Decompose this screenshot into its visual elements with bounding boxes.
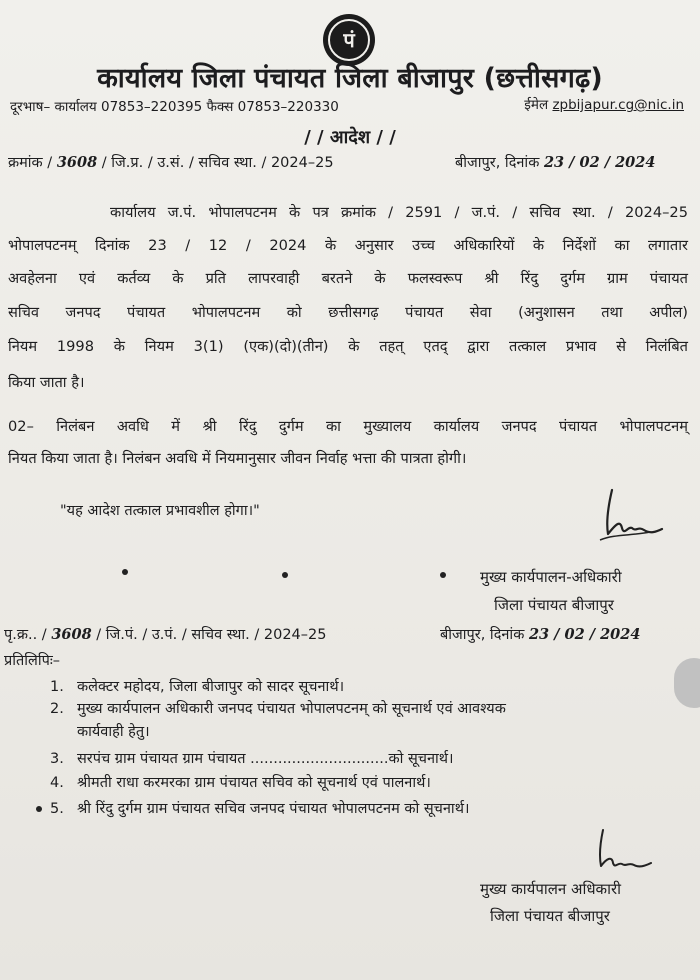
- endorsement-ref-prefix: पृ.क्र.. /: [4, 627, 47, 643]
- para1-line: अवहेलना एवं कर्तव्य के प्रति लापरवाही बरतने के फलस्वरूप श्री रिंदु दुर्गम ग्राम पंचायत: [8, 270, 688, 287]
- item-number: 5.: [50, 801, 64, 817]
- item-text: मुख्य कार्यपालन अधिकारी जनपद पंचायत भोपालपटनम् को सूचनार्थ एवं आवश्यक: [77, 701, 506, 717]
- copy-list-item: [50, 676, 344, 696]
- email-label: ईमेल: [524, 97, 549, 113]
- item-number: 1.: [50, 679, 64, 695]
- signatory-designation: मुख्य कार्यपालन अधिकारी: [480, 880, 621, 898]
- item-number: 4.: [50, 775, 64, 791]
- punch-dot: [122, 569, 128, 575]
- place-date-label: बीजापुर, दिनांक: [455, 155, 540, 171]
- order-reference: [8, 152, 334, 172]
- order-date-line: [455, 152, 655, 172]
- ref-number: 3608: [56, 154, 98, 171]
- email-line: [524, 95, 684, 113]
- copy-list-item: [50, 698, 506, 718]
- signatory-office: जिला पंचायत बीजापुर: [490, 907, 610, 925]
- office-title: कार्यालय जिला पंचायत जिला बीजापुर (छत्तीसगढ़): [97, 63, 603, 94]
- effect-statement: "यह आदेश तत्काल प्रभावशील होगा।": [60, 503, 260, 519]
- copy-list-item: [50, 798, 469, 818]
- endorsement-ref-suffix: / जि.पं. / उ.पं. / सचिव स्था. / 2024–25: [96, 627, 327, 643]
- copy-list-item: [50, 721, 150, 741]
- endorsement-date: 23 / 02 / 2024: [528, 626, 641, 643]
- ref-prefix: क्रमांक /: [8, 155, 53, 171]
- item-text: सरपंच ग्राम पंचायत ग्राम पंचायत ..............................को सूचनार्थ।: [77, 751, 454, 767]
- copy-list-item: [50, 748, 454, 768]
- item-text: कलेक्टर महोदय, जिला बीजापुर को सादर सूचनार्थ।: [77, 679, 345, 695]
- endorsement-reference: [4, 624, 326, 644]
- para1-line: नियम 1998 के नियम 3(1) (एक)(दो)(तीन) के तहत् एतद् द्वारा तत्काल प्रभाव से निलंबित: [8, 338, 688, 355]
- signatory-office: जिला पंचायत बीजापुर: [494, 596, 614, 614]
- para2-line: नियत किया जाता है। निलंबन अवधि में नियमानुसार जीवन निर्वाह भत्ता की पात्रता होगी।: [8, 450, 467, 467]
- para1-line: किया जाता है।: [8, 374, 85, 391]
- ref-suffix: / जि.प्र. / उ.सं. / सचिव स्था. / 2024–25: [101, 155, 334, 171]
- svg-text:पं: पं: [343, 28, 355, 52]
- para1-line: कार्यालय ज.पं. भोपालपटनम के पत्र क्रमांक / 2591 / ज.पं. / सचिव स्था. / 2024–25: [110, 204, 688, 221]
- item-text: श्री रिंदु दुर्गम ग्राम पंचायत सचिव जनपद पंचायत भोपालपटनम को सूचनार्थ।: [77, 801, 470, 817]
- item-number: 3.: [50, 751, 64, 767]
- para1-line: सचिव जनपद पंचायत भोपालपटनम को छत्तीसगढ़ पंचायत सेवा (अनुशासन तथा अपील): [8, 304, 688, 321]
- signatory-designation: मुख्य कार्यपालन-अधिकारी: [480, 568, 622, 586]
- signature-mark: [590, 482, 670, 557]
- endorsement-ref-number: 3608: [51, 626, 92, 643]
- order-date: 23 / 02 / 2024: [543, 154, 656, 171]
- punch-dot: [440, 572, 446, 578]
- item-text: कार्यवाही हेतु।: [77, 724, 150, 740]
- item-text: श्रीमती राधा करमरका ग्राम पंचायत सचिव को सूचनार्थ एवं पालनार्थ।: [77, 775, 431, 791]
- email-link[interactable]: zpbijapur.cg@nic.in: [552, 97, 684, 113]
- endorsement-date-line: [440, 624, 640, 644]
- punch-dot: [282, 572, 288, 578]
- copy-list-item: [50, 772, 431, 792]
- para2-line: 02– निलंबन अवधि में श्री रिंदु दुर्गम का मुख्यालय कार्यालय जनपद पंचायत भोपालपटनम्: [8, 418, 688, 435]
- endorsement-place-date-label: बीजापुर, दिनांक: [440, 627, 525, 643]
- punch-dot: [36, 806, 42, 812]
- copy-to-label: प्रतिलिपिः–: [4, 653, 61, 669]
- para1-line: भोपालपटनम् दिनांक 23 / 12 / 2024 के अनुसार उच्च अधिकारियों के निर्देशों का लगातार: [8, 237, 688, 254]
- order-heading: / / आदेश / /: [304, 127, 396, 148]
- signature-mark: [585, 826, 655, 881]
- scroll-handle[interactable]: [674, 658, 700, 708]
- item-number: 2.: [50, 701, 64, 717]
- phone-fax-line: दूरभाष– कार्यालय 07853–220395 फैक्स 07853–220330: [10, 99, 339, 115]
